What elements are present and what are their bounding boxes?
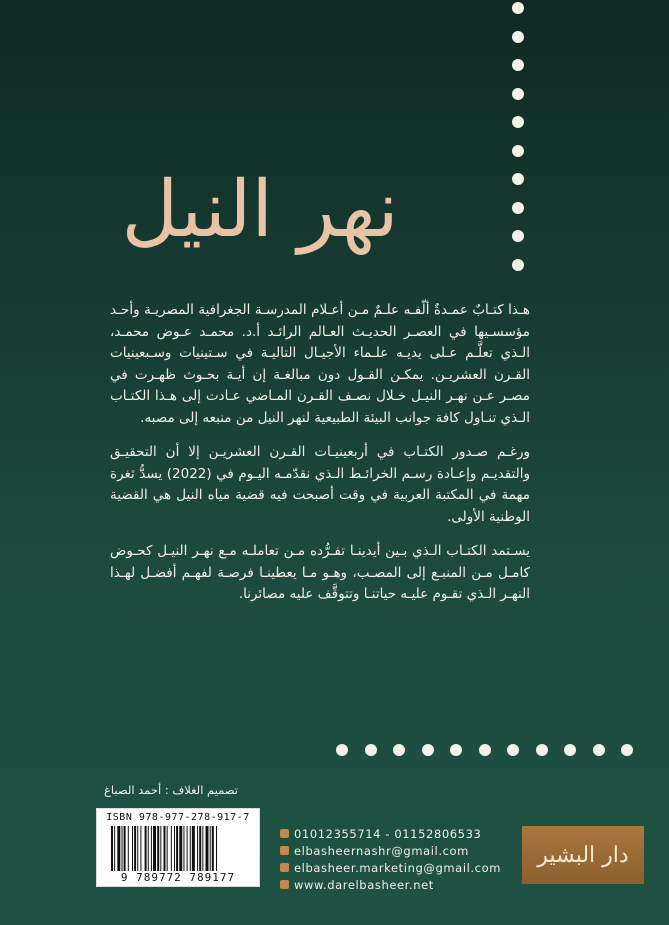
- decorative-dot: [564, 744, 576, 756]
- decorative-dot: [512, 31, 524, 43]
- decorative-dot: [393, 744, 405, 756]
- contact-website: [280, 876, 516, 893]
- contact-text: elbasheer.marketing@gmail.com: [294, 860, 502, 875]
- book-title: نهر النيل: [121, 165, 399, 255]
- decorative-dot: [512, 230, 524, 242]
- email-icon: [280, 863, 289, 872]
- decorative-dot: [512, 59, 524, 71]
- contact-email: [280, 842, 516, 859]
- description-paragraph: هـذا كتـابٌ عمـدةٌ ألّفـه علـمٌ مـن أعـلام المدرسـة الجغرافية المصريـة وأحـد مؤسسـيها في العصـر الحديـث العـالم الرائـد أ.د. محمـد عـوض محمـد، الـذي تعلَّـم عـلى يديـه علـماء الأجيـال التاليـة في سـتينيات وسـبعينيات القـرن العشريـن. يمكـن القـول دون مبالغـة إن أيـة بحـوث ظهـرت في مصـر عـن نهـر النيـل خـلال نصـف القـرن المـاضي عـادت إلى هـذا الكتـاب الـذي تنـاول كافة جوانب البيئة الطبيعية لنهر النيل من منبعه إلى مصبه.: [110, 302, 530, 426]
- contact-text: www.darelbasheer.net: [294, 877, 434, 892]
- publisher-logo-text: دار البشير: [537, 842, 629, 868]
- decorative-dot: [593, 744, 605, 756]
- barcode-digits: 9 789772 789177: [120, 871, 236, 884]
- contact-text: 01012355714 - 01152806533: [294, 826, 482, 841]
- email-icon: [280, 846, 289, 855]
- decorative-dot: [621, 744, 633, 756]
- contact-text: elbasheernashr@gmail.com: [294, 843, 469, 858]
- cover-designer-credit: تصميم الغلاف : أحمد الصباغ: [104, 783, 238, 797]
- decorative-dot: [512, 259, 524, 271]
- decorative-dot: [422, 744, 434, 756]
- description-paragraph: يسـتمد الكتـاب الـذي بـين أيدينـا تفـرُّده مـن تعاملـه مـع نهـر النيـل كحـوض كامـل مـن المنبـع إلى المصـب، وهـو مـا يعطينـا فرصـة لفهـم أفضـل لهـذا النهـر الـذي تقـوم عليـه حياتنـا وتتوقَّف عليه مصائرنا.: [110, 543, 530, 602]
- decorative-dot: [512, 145, 524, 157]
- decorative-dot: [479, 744, 491, 756]
- decorative-dot: [336, 744, 348, 756]
- decorative-dot: [507, 744, 519, 756]
- decorative-dot: [512, 202, 524, 214]
- description-paragraph: ورغـم صـدور الكتـاب في أربعينيـات القـرن العشريـن إلا أن التحقيـق والتقديـم وإعـادة رسـم الخرائـط الـذي نقدّمـه اليـوم في (2022) يسدُّ ثغرة مهمة في المكتبة العربية في وقت أصبحت فيه قضية مياه النيل هي القضية الوطنية الأولى.: [110, 444, 530, 525]
- decorative-dot: [512, 173, 524, 185]
- decorative-dot: [536, 744, 548, 756]
- contact-phone: [280, 825, 516, 842]
- web-icon: [280, 880, 289, 889]
- decorative-dot: [450, 744, 462, 756]
- contact-list: [280, 825, 516, 893]
- isbn-barcode: [96, 808, 260, 887]
- decorative-dot: [365, 744, 377, 756]
- horizontal-dot-decoration: [336, 744, 656, 758]
- phone-icon: [280, 829, 289, 838]
- contact-email-marketing: [280, 859, 516, 876]
- decorative-dot: [512, 2, 524, 14]
- decorative-dot: [512, 116, 524, 128]
- isbn-label: ISBN 978-977-278-917-7: [106, 812, 250, 823]
- decorative-dot: [512, 88, 524, 100]
- vertical-dot-decoration: [512, 0, 526, 275]
- publisher-logo: [522, 826, 644, 884]
- back-cover-description: [110, 300, 530, 619]
- barcode-bars: [109, 826, 249, 871]
